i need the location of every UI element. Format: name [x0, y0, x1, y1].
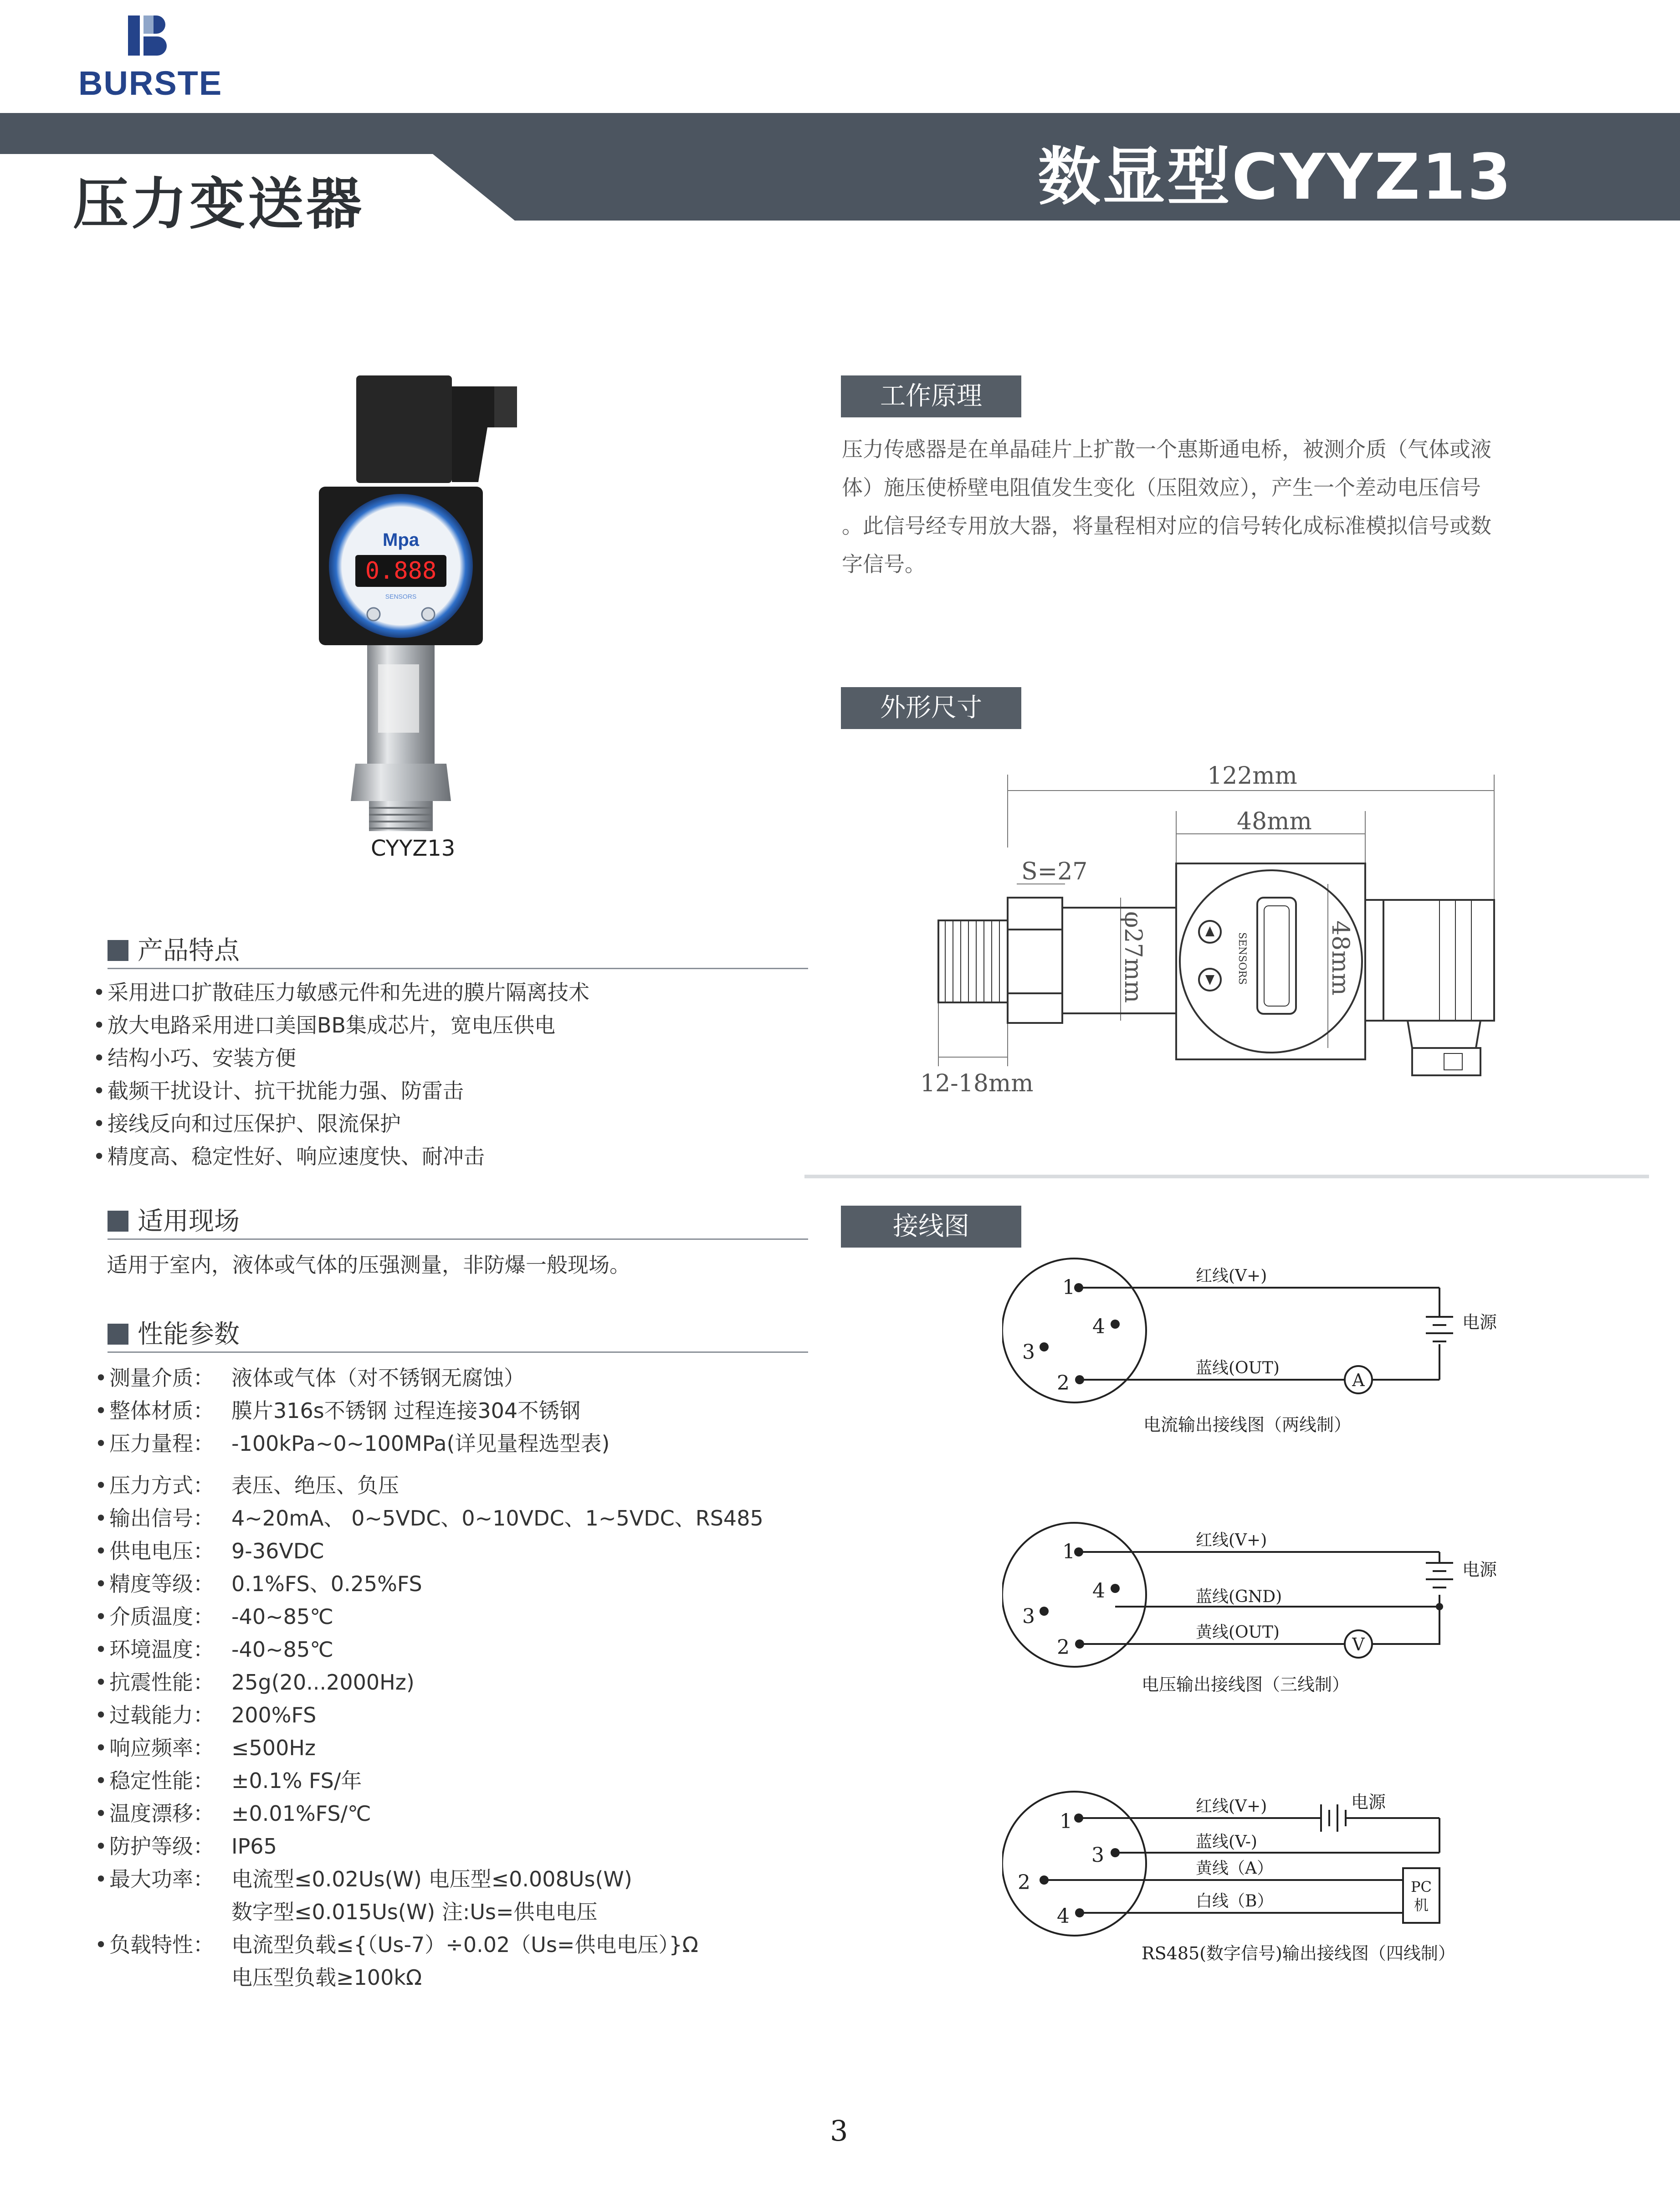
features-heading: 产品特点 [108, 930, 240, 967]
wire-blue-label: 蓝线(V-) [1196, 1833, 1257, 1851]
wire-yellow-label: 黄线（A） [1196, 1859, 1273, 1878]
pc-label-2: 机 [1414, 1896, 1429, 1914]
param-row-drift: • 温度漂移： ±0.01%FS/℃ [95, 1801, 371, 1826]
dim-body-height: 48mm [1327, 920, 1354, 996]
display-unit: Mpa [383, 530, 419, 550]
wiring-diagram-current [1002, 1258, 1503, 1440]
svg-text:3: 3 [1091, 1844, 1104, 1867]
product-photo [314, 373, 542, 834]
list-item: • 结构小巧、安装方便 [89, 1042, 589, 1074]
list-item: • 接线反向和过压保护、限流保护 [89, 1107, 589, 1140]
list-item: • 截频干扰设计、抗干扰能力强、防雷击 [89, 1074, 589, 1107]
features-rule [108, 968, 808, 969]
param-row-stability: • 稳定性能： ±0.1% FS/年 [95, 1768, 362, 1793]
wire-red-label: 红线(V+) [1196, 1531, 1267, 1550]
diagram1-caption: 电流输出接线图（两线制） [1143, 1415, 1352, 1435]
params-rule [108, 1351, 808, 1353]
list-item: • 精度高、稳定性好、响应速度快、耐冲击 [89, 1140, 589, 1173]
wire-red-label: 红线(V+) [1196, 1267, 1267, 1285]
param-row-output: • 输出信号： 4~20mA、 0~5VDC、0~10VDC、1~5VDC、RS485 [95, 1506, 763, 1531]
params-heading: 性能参数 [108, 1314, 240, 1351]
page-title: 压力变送器 [73, 172, 364, 236]
svg-text:1: 1 [1060, 1810, 1072, 1833]
pc-label: PC [1410, 1878, 1432, 1896]
dim-total-length: 122mm [1207, 762, 1297, 790]
display-reading: 0.888 [365, 557, 437, 585]
section-square-icon [108, 1324, 128, 1345]
application-rule [108, 1238, 808, 1240]
power-label: 电源 [1351, 1792, 1386, 1812]
param-row-accuracy: • 精度等级： 0.1%FS、0.25%FS [95, 1572, 422, 1596]
wiring-tag: 接线图 [841, 1206, 1021, 1248]
wiring-diagram-voltage [1002, 1522, 1503, 1704]
svg-text:4: 4 [1057, 1905, 1070, 1928]
param-row-load-cont: 电压型负载≥100kΩ [231, 1965, 422, 1990]
principle-tag: 工作原理 [841, 375, 1021, 417]
param-row-ambient-temp: • 环境温度： -40~85℃ [95, 1637, 333, 1662]
svg-text:2: 2 [1057, 1636, 1070, 1659]
dimension-drawing [902, 747, 1558, 1112]
param-row-vibration: • 抗震性能： 25g(20...2000Hz) [95, 1670, 415, 1695]
dim-panel-brand: SENSORS [1236, 932, 1248, 985]
section-square-icon [108, 1211, 128, 1232]
param-row-power: • 最大功率： 电流型≤0.02Us(W) 电压型≤0.008Us(W) [95, 1867, 632, 1891]
diagram2-caption: 电压输出接线图（三线制） [1142, 1675, 1350, 1695]
dim-body-width: 48mm [1237, 808, 1312, 835]
list-item: • 放大电路采用进口美国BB集成芯片，宽电压供电 [89, 1009, 589, 1042]
features-list [89, 976, 589, 1173]
svg-text:2: 2 [1018, 1871, 1030, 1894]
power-label: 电源 [1462, 1560, 1497, 1580]
wire-white-label: 白线（B） [1196, 1892, 1274, 1911]
diagram3-caption: RS485(数字信号)输出接线图（四线制） [1142, 1943, 1455, 1963]
svg-text:3: 3 [1022, 1341, 1035, 1364]
param-row-overload: • 过载能力： 200%FS [95, 1703, 317, 1727]
wire-blue-label: 蓝线(GND) [1196, 1587, 1282, 1606]
section-square-icon [108, 940, 128, 961]
dimensions-tag: 外形尺寸 [841, 687, 1021, 729]
wire-red-label: 红线(V+) [1196, 1797, 1267, 1816]
voltmeter-label: V [1352, 1634, 1365, 1654]
param-row-range: • 压力量程： -100kPa~0~100MPa(详见量程选型表) [95, 1431, 610, 1456]
dim-diameter: φ27mm [1119, 911, 1147, 1003]
section-divider [804, 1175, 1649, 1178]
panel-brand: SENSORS [385, 593, 417, 600]
dim-hex: S=27 [1021, 858, 1088, 885]
param-row-supply: • 供电电压： 9-36VDC [95, 1539, 324, 1563]
wiring-diagram-rs485 [1002, 1786, 1503, 1978]
param-row-mode: • 压力方式： 表压、绝压、负压 [95, 1473, 399, 1498]
brand-name: BURSTE [78, 64, 223, 102]
svg-text:2: 2 [1057, 1372, 1070, 1395]
svg-text:1: 1 [1062, 1276, 1075, 1299]
dim-thread: 12-18mm [920, 1070, 1034, 1097]
param-row-protection: • 防护等级： IP65 [95, 1834, 277, 1859]
application-heading: 适用现场 [108, 1201, 240, 1238]
product-caption: CYYZ13 [371, 836, 456, 861]
ammeter-label: A [1352, 1370, 1365, 1390]
principle-text: 压力传感器是在单晶硅片上扩散一个惠斯通电桥，被测介质（气体或液 体）施压使桥壁电阻值发生变化（压阻效应），产生一个差动电压信号 。此信号经专用放大器，将量程相对应的信号转化成标准模拟信号或数 字信号。 [842, 437, 1491, 576]
svg-text:1: 1 [1062, 1540, 1075, 1563]
wire-blue-label: 蓝线(OUT) [1196, 1359, 1280, 1377]
param-row-medium-temp: • 介质温度： -40~85℃ [95, 1604, 333, 1629]
page-number: 3 [830, 2114, 848, 2147]
application-text: 适用于室内，液体或气体的压强测量，非防爆一般现场。 [107, 1253, 630, 1277]
param-row-material: • 整体材质： 膜片316s不锈钢 过程连接304不锈钢 [95, 1398, 581, 1423]
power-label: 电源 [1462, 1312, 1497, 1332]
model-title: 数显型CYYZ13 [1038, 140, 1513, 214]
param-row-medium: • 测量介质： 液体或气体（对不锈钢无腐蚀） [95, 1366, 525, 1390]
param-row-response: • 响应频率： ≤500Hz [95, 1736, 316, 1760]
wire-yellow-label: 黄线(OUT) [1196, 1623, 1280, 1642]
svg-text:4: 4 [1092, 1579, 1105, 1603]
svg-text:4: 4 [1092, 1315, 1105, 1338]
list-item: • 采用进口扩散硅压力敏感元件和先进的膜片隔离技术 [89, 976, 589, 1009]
param-row-power-cont: 数字型≤0.015Us(W) 注:Us=供电电压 [231, 1900, 598, 1924]
brand-logo-icon [125, 13, 175, 58]
svg-text:3: 3 [1022, 1605, 1035, 1628]
param-row-load: • 负载特性： 电流型负载≤{（Us-7）÷0.02（Us=供电电压）}Ω [95, 1932, 698, 1957]
